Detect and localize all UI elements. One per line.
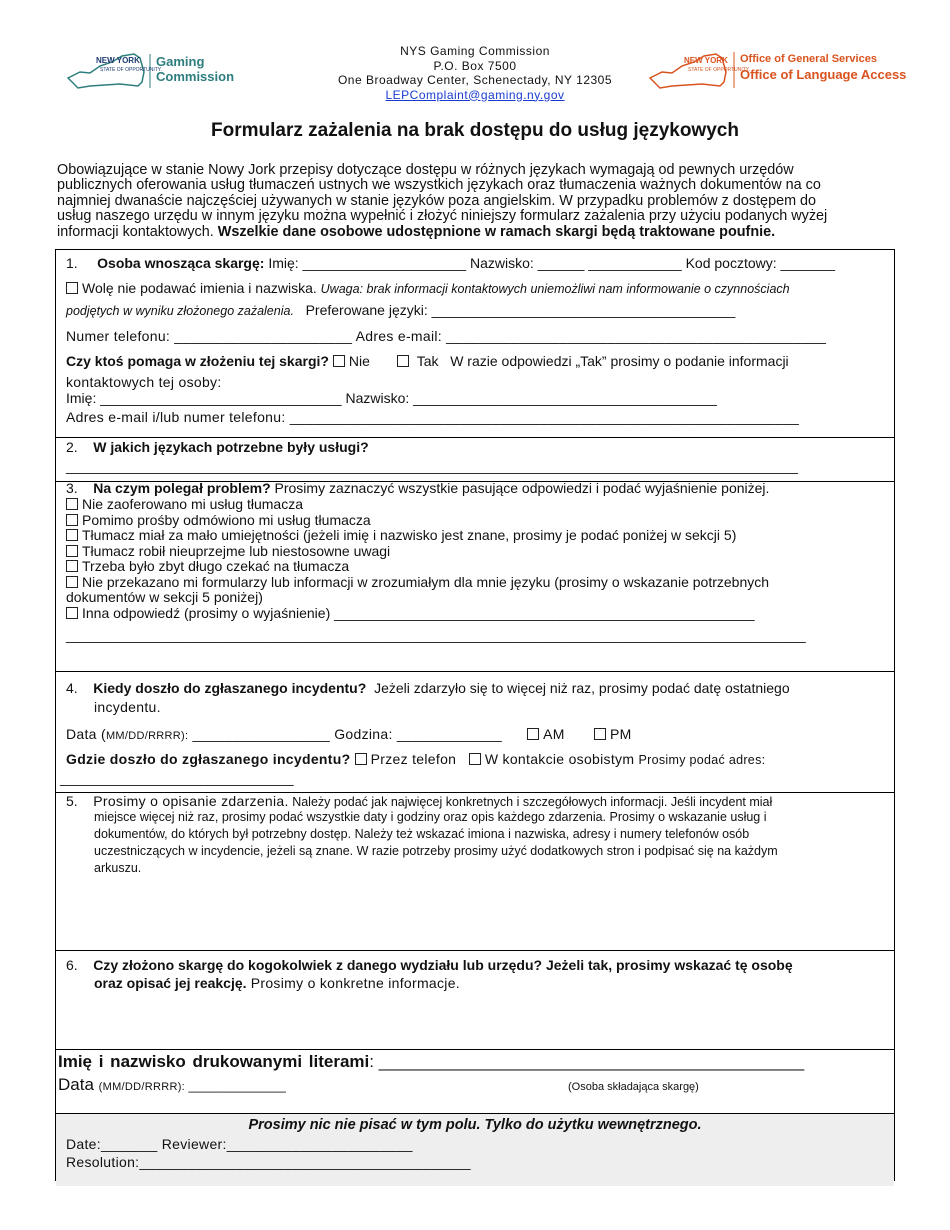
option-label: Tłumacz robił nieuprzejme lub niestosowne uwagi: [82, 543, 391, 559]
section-6: [56, 950, 894, 1051]
helper-no-checkbox[interactable]: [333, 355, 345, 367]
left-logo-tagline: STATE OF OPPORTUNITY.: [100, 67, 162, 73]
s5-instructions: arkuszu.: [94, 861, 142, 875]
checkbox[interactable]: [66, 529, 78, 541]
office-date-reviewer-field: Date:_______ Reviewer:_______________________: [66, 1136, 413, 1152]
complainant-name-field[interactable]: Imię: _____________________ Nazwisko: ______ ____________ Kod pocztowy: _______: [264, 255, 836, 271]
intro-line: usług naszego urzędu w innym języku można wypełnić i złożyć niniejszy formularz zażalenia przy użyciu podanych wyżej: [57, 208, 828, 225]
intro-line: najmniej dwanaście najczęściej używanych w stanie języków poza angielskim. W przypadku problemów z dostępem do: [57, 192, 817, 209]
confidentiality-notice: Wszelkie dane osobowe udostępnione w ramach skargi będą traktowane poufnie.: [217, 223, 776, 240]
helper-instructions: W razie odpowiedzi „Tak” prosimy o podanie informacji: [450, 353, 789, 369]
office-resolution-field: Resolution:_________________________________________: [66, 1154, 471, 1170]
checkbox[interactable]: [66, 545, 78, 557]
contact-note-2: podjętych w wyniku złożonego zażalenia.: [66, 304, 294, 318]
option-refused[interactable]: [66, 512, 371, 528]
preferred-languages-field[interactable]: Preferowane języki: _______________________________________: [305, 302, 736, 318]
option-label: Pomimo prośby odmówiono mi usług tłumacza: [82, 512, 371, 528]
s1-line-5: [66, 353, 789, 369]
s4-instructions-2: incydentu.: [94, 699, 161, 715]
address-label: Prosimy podać adres:: [638, 753, 766, 767]
section-2: [56, 437, 894, 482]
helper-contact-field[interactable]: Adres e-mail i/lub numer telefonu: _______________________________________________________________: [66, 409, 800, 425]
am-label: AM: [543, 726, 565, 742]
option-no-interpreter[interactable]: [66, 496, 303, 512]
contact-note: Uwaga: brak informacji kontaktowych uniemożliwi nam informowanie o czynnościach: [320, 282, 790, 296]
option-no-forms-2: dokumentów w sekcji 5 poniżej): [66, 589, 263, 605]
sign-date-line: [58, 1075, 286, 1095]
left-logo-name-2: Commission: [156, 69, 235, 84]
s6-label: Czy złożono skargę do kogokolwiek z danego wydziału lub urzędu? Jeżeli tak, prosimy wskazać tę osobę: [93, 957, 793, 973]
helper-yes-label: Tak: [416, 353, 439, 369]
anonymous-checkbox[interactable]: [66, 282, 78, 294]
s2-number: 2.: [66, 439, 78, 455]
address-line-3: One Broadway Center, Schenectady, NY 12305: [337, 73, 613, 87]
helper-yes-checkbox[interactable]: [397, 355, 409, 367]
checkbox[interactable]: [66, 560, 78, 572]
checkbox[interactable]: [66, 498, 78, 510]
incident-address-field[interactable]: ______________________________: [60, 770, 294, 786]
date-label: Data (: [66, 726, 106, 742]
address-block: [300, 44, 650, 102]
sign-date-format: (MM/DD/RRRR):: [98, 1081, 186, 1093]
in-person-label: W kontakcie osobistym: [484, 751, 635, 767]
pm-label: PM: [610, 726, 632, 742]
right-logo-name-1: Office of General Services: [740, 53, 877, 65]
office-use-box: [56, 1113, 894, 1186]
option-wait[interactable]: [66, 558, 349, 574]
address-line-2: P.O. Box 7500: [433, 58, 517, 73]
s3-number: 3.: [66, 480, 78, 496]
pm-checkbox[interactable]: [594, 728, 606, 740]
s6-line-1: [66, 957, 793, 973]
right-logo-name-2: Office of Language Access: [740, 67, 907, 82]
s1-label: Osoba wnosząca skargę:: [97, 255, 265, 271]
am-checkbox[interactable]: [527, 728, 539, 740]
date-format: MM/DD/RRRR):: [105, 730, 189, 742]
section-4: [56, 671, 894, 792]
s5-line-1: [66, 793, 772, 809]
option-rude[interactable]: [66, 543, 390, 559]
s3-line-1: [66, 480, 769, 496]
ogs-logo: [646, 48, 926, 94]
option-label: Trzeba było zbyt długo czekać na tłumacza: [82, 558, 350, 574]
office-use-notice: Prosimy nic nie pisać w tym polu. Tylko do użytku wewnętrznego.: [248, 1117, 702, 1133]
s1-line-1: [66, 255, 835, 271]
intro-paragraph: [57, 163, 897, 240]
option-other[interactable]: [66, 605, 755, 621]
s4-instructions: Jeżeli zdarzyło się to więcej niż raz, prosimy podać datę ostatniego: [374, 680, 790, 696]
checkbox[interactable]: [66, 576, 78, 588]
s6-line-2: [94, 975, 460, 991]
sign-date-field[interactable]: ______________: [185, 1079, 286, 1093]
printed-name-label: Imię i nazwisko drukowanymi literami: [58, 1052, 370, 1071]
s3-instructions: Prosimy zaznaczyć wszystkie pasujące odpowiedzi i podać wyjaśnienie poniżej.: [270, 480, 770, 496]
s5-number: 5.: [66, 793, 78, 809]
helper-no-label: Nie: [348, 353, 370, 369]
option-label: Inna odpowiedź (prosimy o wyjaśnienie) ______________________________________________________: [82, 605, 755, 621]
complaint-form: [55, 249, 895, 1181]
email-link[interactable]: LEPComplaint@gaming.ny.gov: [385, 87, 565, 102]
option-label: Nie zaoferowano mi usług tłumacza: [82, 496, 303, 512]
intro-line: [57, 225, 897, 240]
sign-date-label: Data: [58, 1075, 99, 1094]
s6-number: 6.: [66, 957, 78, 973]
s2-label: W jakich językach potrzebne były usługi?: [93, 439, 369, 455]
s6-instructions: Prosimy o konkretne informacje.: [246, 975, 460, 991]
problem-explanation-field[interactable]: _______________________________________________________________________________________________: [66, 627, 806, 643]
signature-section: [56, 1049, 894, 1114]
option-label: Nie przekazano mi formularzy lub informacji w zrozumiałym dla mnie języku (prosimy o wskazanie potrzebnych: [82, 574, 770, 590]
languages-needed-field[interactable]: ______________________________________________________________________________________________: [66, 458, 798, 474]
gaming-commission-logo: [60, 48, 260, 94]
address-line-1: NYS Gaming Commission: [400, 44, 550, 58]
s3-label: Na czym polegał problem?: [93, 480, 271, 496]
s4-date-line: [66, 726, 632, 742]
s4-line-1: [66, 680, 790, 696]
anonymous-label: Wolę nie podawać imienia i nazwiska.: [82, 280, 317, 296]
intro-line: Obowiązujące w stanie Nowy Jork przepisy dotyczące dostępu w różnych językach wymagają od pewnych urzędów: [57, 162, 794, 178]
s5-label: Prosimy o opisanie zdarzenia.: [93, 793, 289, 809]
by-phone-label: Przez telefon: [370, 751, 457, 767]
left-logo-state: NEW YORK: [96, 56, 140, 65]
s4-number: 4.: [66, 680, 78, 696]
left-logo-name-1: Gaming: [156, 54, 205, 69]
option-unskilled[interactable]: [66, 527, 736, 543]
s1-line-2: [66, 280, 790, 296]
s6-label-2: oraz opisać jej reakcję.: [94, 975, 247, 991]
s1-line-3: [66, 302, 735, 318]
printed-name-field[interactable]: : _____________________________________________: [369, 1052, 805, 1071]
option-no-forms[interactable]: [66, 574, 769, 590]
section-5: [56, 792, 894, 951]
complainant-caption: (Osoba składająca skargę): [568, 1081, 699, 1093]
form-title: Formularz zażalenia na brak dostępu do usług językowych: [211, 120, 739, 141]
where-label: Gdzie doszło do zgłaszanego incydentu?: [66, 751, 351, 767]
by-phone-checkbox[interactable]: [355, 753, 367, 765]
helper-name-field[interactable]: Imię: _______________________________ Nazwisko: _______________________________________: [66, 390, 717, 406]
phone-email-field[interactable]: Numer telefonu: ______________________ Adres e-mail: _______________________________________________: [66, 328, 827, 344]
s2-line-1: [66, 439, 369, 455]
helper-question: Czy ktoś pomaga w złożeniu tej skargi?: [66, 353, 329, 369]
right-logo-tagline: STATE OF OPPORTUNITY.: [688, 67, 750, 73]
s5-instructions: uczestniczących w incydencie, jeżeli są znane. W razie potrzeby prosimy użyć dodatkowych stron i podpisać się na każdym: [94, 844, 778, 858]
checkbox[interactable]: [66, 514, 78, 526]
section-3: [56, 481, 894, 672]
helper-instructions-2: kontaktowych tej osoby:: [66, 374, 222, 390]
s1-number: 1.: [66, 255, 78, 271]
intro-line: publicznych oferowania usług tłumaczeń ustnych we wszystkich językach oraz tłumaczenia ważnych dokumentów na co: [57, 177, 821, 194]
s5-instructions: dokumentów, do których był potrzebny dostęp. Należy też wskazać imiona i nazwiska, adresy i numery telefonów osób: [94, 827, 750, 841]
s5-instructions: Należy podać jak najwięcej konkretnych i szczegółowych informacji. Jeśli incydent miał: [288, 795, 773, 809]
option-label: Tłumacz miał za mało umiejętności (jeżeli imię i nazwisko jest znane, prosimy je podać poniżej w sekcji 5): [82, 527, 737, 543]
right-logo-state: NEW YORK: [684, 56, 728, 65]
checkbox[interactable]: [66, 607, 78, 619]
in-person-checkbox[interactable]: [469, 753, 481, 765]
incident-date-time-field[interactable]: _________________ Godzina: _____________: [188, 726, 502, 742]
intro-text: informacji kontaktowych.: [57, 223, 218, 240]
printed-name-line: [58, 1052, 804, 1072]
s4-label: Kiedy doszło do zgłaszanego incydentu?: [93, 680, 367, 696]
s5-instructions: miejsce więcej niż raz, prosimy podać wszystkie daty i godziny oraz opis każdego zdarzenia. Prosimy o wskazanie usług i: [94, 810, 767, 824]
s4-where-line: [66, 751, 765, 767]
